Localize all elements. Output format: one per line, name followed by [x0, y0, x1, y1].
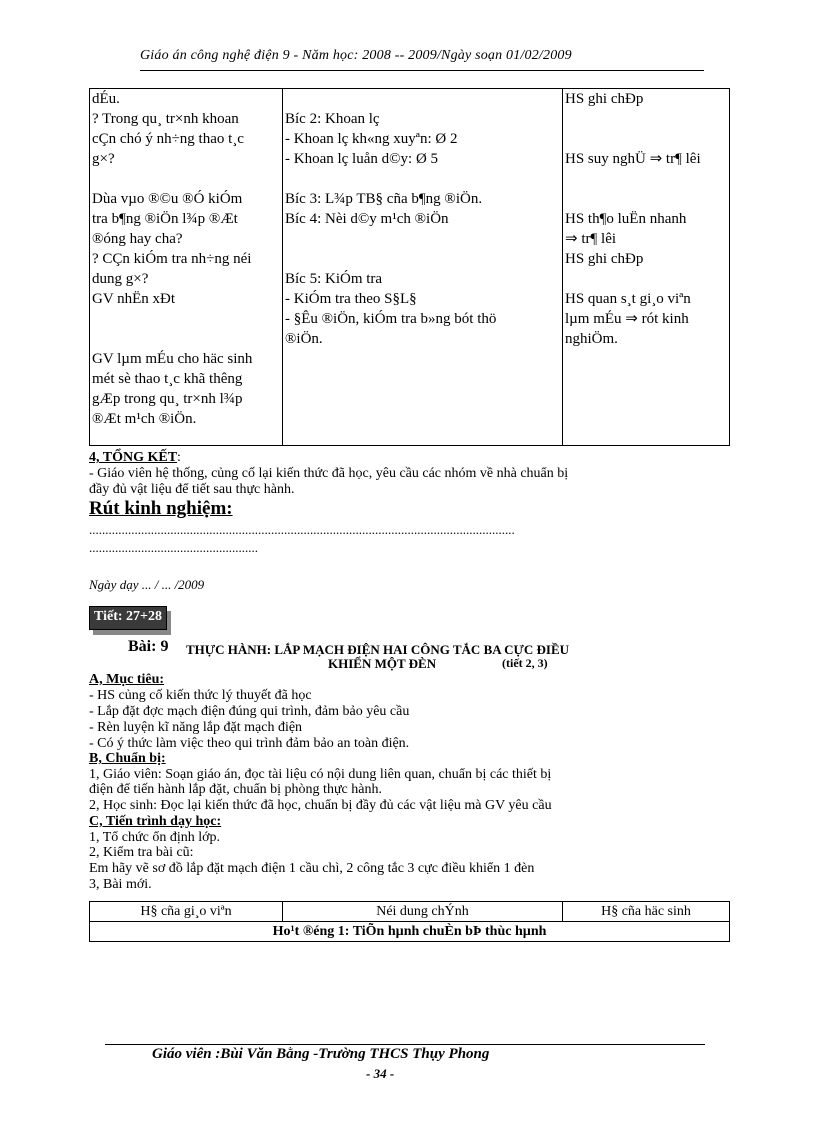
header-teacher-activity: H§ cña gi¸o viªn	[90, 902, 283, 922]
cell-line	[565, 189, 727, 209]
teacher-activity-cell	[90, 89, 283, 446]
student-activity-lines	[565, 89, 727, 349]
tientrinh-item: 3, Bài mới.	[89, 877, 152, 892]
cell-line: ? CÇn kiÓm tra nh÷ng néi	[92, 251, 252, 267]
cell-line	[285, 169, 560, 189]
muctieu-item: - Có ý thức làm việc theo qui trình đảm bảo an toàn điện.	[89, 736, 410, 751]
cell-line: Bíc 4: Nèi d©y m¹ch ®iÖn	[285, 211, 449, 227]
cell-line: lµm mÉu ⇒ rót kinh	[565, 311, 689, 327]
muctieu-heading: A, Mục tiêu:	[89, 672, 165, 687]
cell-line: - KiÓm tra theo S§L§	[285, 291, 417, 307]
lesson-periods: (tiết 2, 3)	[502, 656, 548, 670]
lesson-number: Bài: 9	[128, 638, 169, 655]
muctieu-item: - Lắp đặt đợc mạch điện đúng qui trình, đảm bảo yêu cầu	[89, 704, 410, 719]
header-main-content: Néi dung chÝnh	[283, 902, 563, 922]
chuanbi-heading: B, Chuẩn bị:	[89, 751, 166, 766]
cell-line: g×?	[92, 151, 115, 167]
cell-line: - Khoan lç kh«ng xuyªn: Ø 2	[285, 131, 458, 147]
chuanbi-item: 2, Học sinh: Đọc lại kiến thức đã học, chuẩn bị đầy đủ các vật liệu mà GV yêu cầu	[89, 798, 552, 813]
cell-line: tra b¶ng ®iÖn l¾p ®Æt	[92, 211, 238, 227]
cell-line: ®iÖn.	[285, 331, 323, 347]
cell-line	[92, 329, 280, 349]
activity-1-row: Ho¹t ®éng 1: TiÕn hµnh chuÈn bÞ thùc hµnh	[90, 922, 730, 942]
cell-line: Dùa vµo ®©u ®Ó kiÓm	[92, 191, 243, 207]
cell-line	[565, 269, 727, 289]
cell-line: HS ghi chÐp	[565, 91, 644, 107]
activity-header-table	[89, 901, 730, 942]
cell-line	[565, 169, 727, 189]
chuanbi-item: điện để tiến hành lắp đặt, chuẩn bị phòng thực hành.	[89, 782, 382, 797]
student-activity-cell	[563, 89, 730, 446]
cell-line: gÆp trong qu¸ tr×nh l¾p	[92, 391, 243, 407]
page-header: Giáo án công nghệ điện 9 - Năm học: 2008 -- 2009/Ngày soạn 01/02/2009	[140, 48, 572, 63]
notes-dotted-line-2: ....................................................	[89, 540, 258, 555]
cell-line: HS suy nghÜ ⇒ tr¶ lêi	[565, 151, 701, 167]
tientrinh-item: 2, Kiểm tra bài cũ:	[89, 845, 194, 860]
cell-line: ⇒ tr¶ lêi	[565, 231, 617, 247]
tongket-heading-line	[89, 450, 181, 466]
cell-line	[285, 89, 560, 109]
teacher-activity-lines	[92, 89, 280, 429]
cell-line: GV lµm mÉu cho häc sinh	[92, 351, 253, 367]
rut-kinh-nghiem-title: Rút kinh nghiệm:	[89, 498, 233, 519]
header-rule	[140, 70, 704, 71]
lesson-title-line1: THỰC HÀNH: LẮP MẠCH ĐIỆN HAI CÔNG TẮC BA CỰC ĐIỀU	[186, 642, 570, 657]
content-lines	[285, 89, 560, 349]
header-student-activity: H§ cña häc sinh	[563, 902, 730, 922]
tongket-colon: :	[177, 450, 181, 465]
cell-line: ®óng hay cha?	[92, 231, 183, 247]
activity-table	[89, 88, 730, 446]
tongket-heading: 4, TỔNG KẾT	[89, 450, 178, 465]
cell-line	[92, 169, 280, 189]
cell-line: Bíc 2: Khoan lç	[285, 111, 380, 127]
cell-line: HS quan s¸t gi¸o viªn	[565, 291, 691, 307]
content-cell	[283, 89, 563, 446]
page-number: - 34 -	[366, 1066, 395, 1081]
cell-line: nghiÖm.	[565, 331, 618, 347]
muctieu-item: - HS củng cố kiến thức lý thuyết đã học	[89, 688, 312, 703]
teaching-date: Ngày dạy ... / ... /2009	[89, 577, 205, 592]
tongket-line1: - Giáo viên hệ thống, củng cố lại kiến thức đã học, yêu cầu các nhóm về nhà chuẩn bị	[89, 466, 569, 481]
lesson-title-line2: KHIỂN MỘT ĐÈN	[328, 656, 437, 671]
cell-line: dÉu.	[92, 91, 120, 107]
cell-line: ®Æt m¹ch ®iÖn.	[92, 411, 197, 427]
footer-rule	[105, 1044, 705, 1045]
cell-line: - Khoan lç luån d©y: Ø 5	[285, 151, 439, 167]
notes-dotted-line-1: ...................................................................................................................................	[89, 522, 515, 537]
cell-line: cÇn chó ý nh÷ng thao t¸c	[92, 131, 244, 147]
cell-line: HS th¶o luËn nhanh	[565, 211, 687, 227]
tientrinh-heading: C, Tiến trình dạy học:	[89, 814, 222, 829]
page-footer: Giáo viên :Bùi Văn Bằng -Trường THCS Thụy Phong	[152, 1046, 490, 1062]
lesson-badge: Tiết: 27+28	[89, 606, 167, 630]
tientrinh-item: Em hãy vẽ sơ đồ lắp đặt mạch điện 1 cầu chì, 2 công tắc 3 cực điều khiển 1 đèn	[89, 861, 535, 876]
cell-line	[285, 249, 560, 269]
cell-line	[565, 109, 727, 129]
cell-line: mét sè thao t¸c khã thêng	[92, 371, 243, 387]
cell-line: Bíc 5: KiÓm tra	[285, 271, 383, 287]
cell-line	[565, 129, 727, 149]
cell-line: dung g×?	[92, 271, 149, 287]
cell-line	[92, 309, 280, 329]
cell-line: ? Trong qu¸ tr×nh khoan	[92, 111, 239, 127]
muctieu-item: - Rèn luyện kĩ năng lắp đặt mạch điện	[89, 720, 303, 735]
cell-line: HS ghi chÐp	[565, 251, 644, 267]
cell-line	[285, 229, 560, 249]
cell-line: Bíc 3: L¾p TB§ cña b¶ng ®iÖn.	[285, 191, 483, 207]
tongket-line2: đầy đủ vật liệu để tiết sau thực hành.	[89, 482, 295, 497]
chuanbi-item: 1, Giáo viên: Soạn giáo án, đọc tài liệu có nội dung liên quan, chuẩn bị các thiết bị	[89, 767, 552, 782]
tientrinh-item: 1, Tổ chức ổn định lớp.	[89, 830, 220, 845]
cell-line: GV nhËn xÐt	[92, 291, 176, 307]
cell-line: - §Êu ®iÖn, kiÓm tra b»ng bót thö	[285, 311, 497, 327]
